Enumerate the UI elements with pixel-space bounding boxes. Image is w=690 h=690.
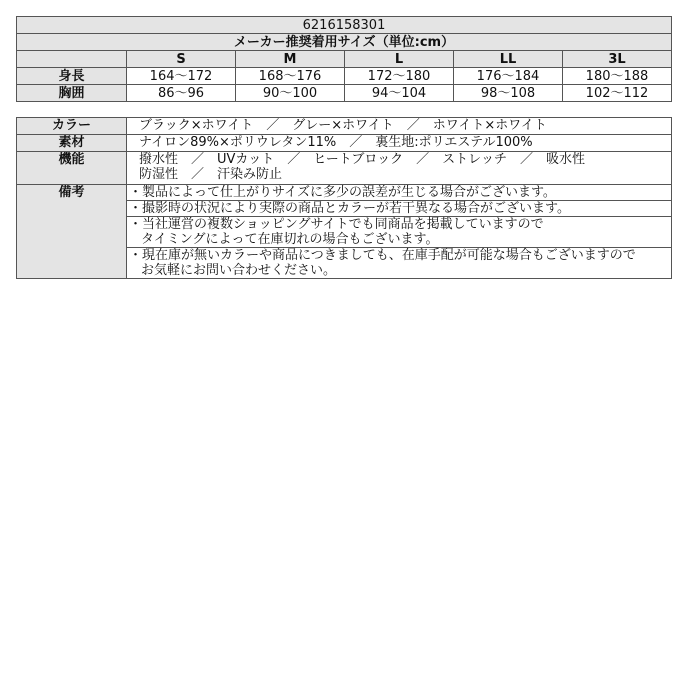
table-cell: 176～184	[454, 68, 563, 85]
size-header-m: M	[236, 51, 345, 68]
row-label-height: 身長	[17, 68, 127, 85]
spec-value-color: ブラック×ホワイト ／ グレー×ホワイト ／ ホワイト×ホワイト	[127, 118, 672, 135]
size-chart-title: メーカー推奨着用サイズ（単位:cm）	[17, 34, 672, 51]
note-item: ・現在庫が無いカラーや商品につきましても、在庫手配が可能な場合もございますので	[129, 248, 636, 263]
note-item: ・撮影時の状況により実際の商品とカラーが若干異なる場合がございます。	[127, 201, 671, 217]
spec-row-color	[17, 118, 672, 135]
spec-row-material	[17, 135, 672, 152]
table-cell: 86～96	[127, 85, 236, 102]
table-row	[17, 85, 672, 102]
table-cell: 180～188	[563, 68, 672, 85]
table-cell: 102～112	[563, 85, 672, 102]
size-header-3l: 3L	[563, 51, 672, 68]
note-item-continuation: お気軽にお問い合わせください。	[141, 263, 337, 278]
size-header-ll: LL	[454, 51, 563, 68]
table-row	[17, 68, 672, 85]
spec-row-notes	[17, 185, 672, 279]
note-item: ・製品によって仕上がりサイズに多少の誤差が生じる場合がございます。	[127, 185, 671, 201]
spec-label-notes: 備考	[17, 185, 127, 279]
size-header-l: L	[345, 51, 454, 68]
spec-value-function	[127, 152, 672, 185]
size-header-empty	[17, 51, 127, 68]
table-cell: 164～172	[127, 68, 236, 85]
spec-label-color: カラー	[17, 118, 127, 135]
spec-value-notes	[127, 185, 672, 279]
table-cell: 90～100	[236, 85, 345, 102]
note-item: ・当社運営の複数ショッピングサイトでも同商品を掲載していますので	[129, 217, 544, 232]
size-header-s: S	[127, 51, 236, 68]
spec-row-function	[17, 152, 672, 185]
function-line: 撥水性 ／ UVカット ／ ヒートブロック ／ ストレッチ ／ 吸水性	[139, 152, 585, 167]
spec-label-material: 素材	[17, 135, 127, 152]
spec-table	[16, 117, 672, 279]
table-cell: 94～104	[345, 85, 454, 102]
size-chart-table	[16, 16, 672, 102]
product-code: 6216158301	[17, 17, 672, 34]
row-label-chest: 胸囲	[17, 85, 127, 102]
table-cell: 168～176	[236, 68, 345, 85]
table-cell: 172～180	[345, 68, 454, 85]
note-item-continuation: タイミングによって在庫切れの場合もございます。	[127, 232, 671, 248]
spec-label-function: 機能	[17, 152, 127, 185]
function-line: 防湿性 ／ 汗染み防止	[139, 167, 283, 182]
table-cell: 98～108	[454, 85, 563, 102]
spec-value-material: ナイロン89%×ポリウレタン11% ／ 裏生地:ポリエステル100%	[127, 135, 672, 152]
